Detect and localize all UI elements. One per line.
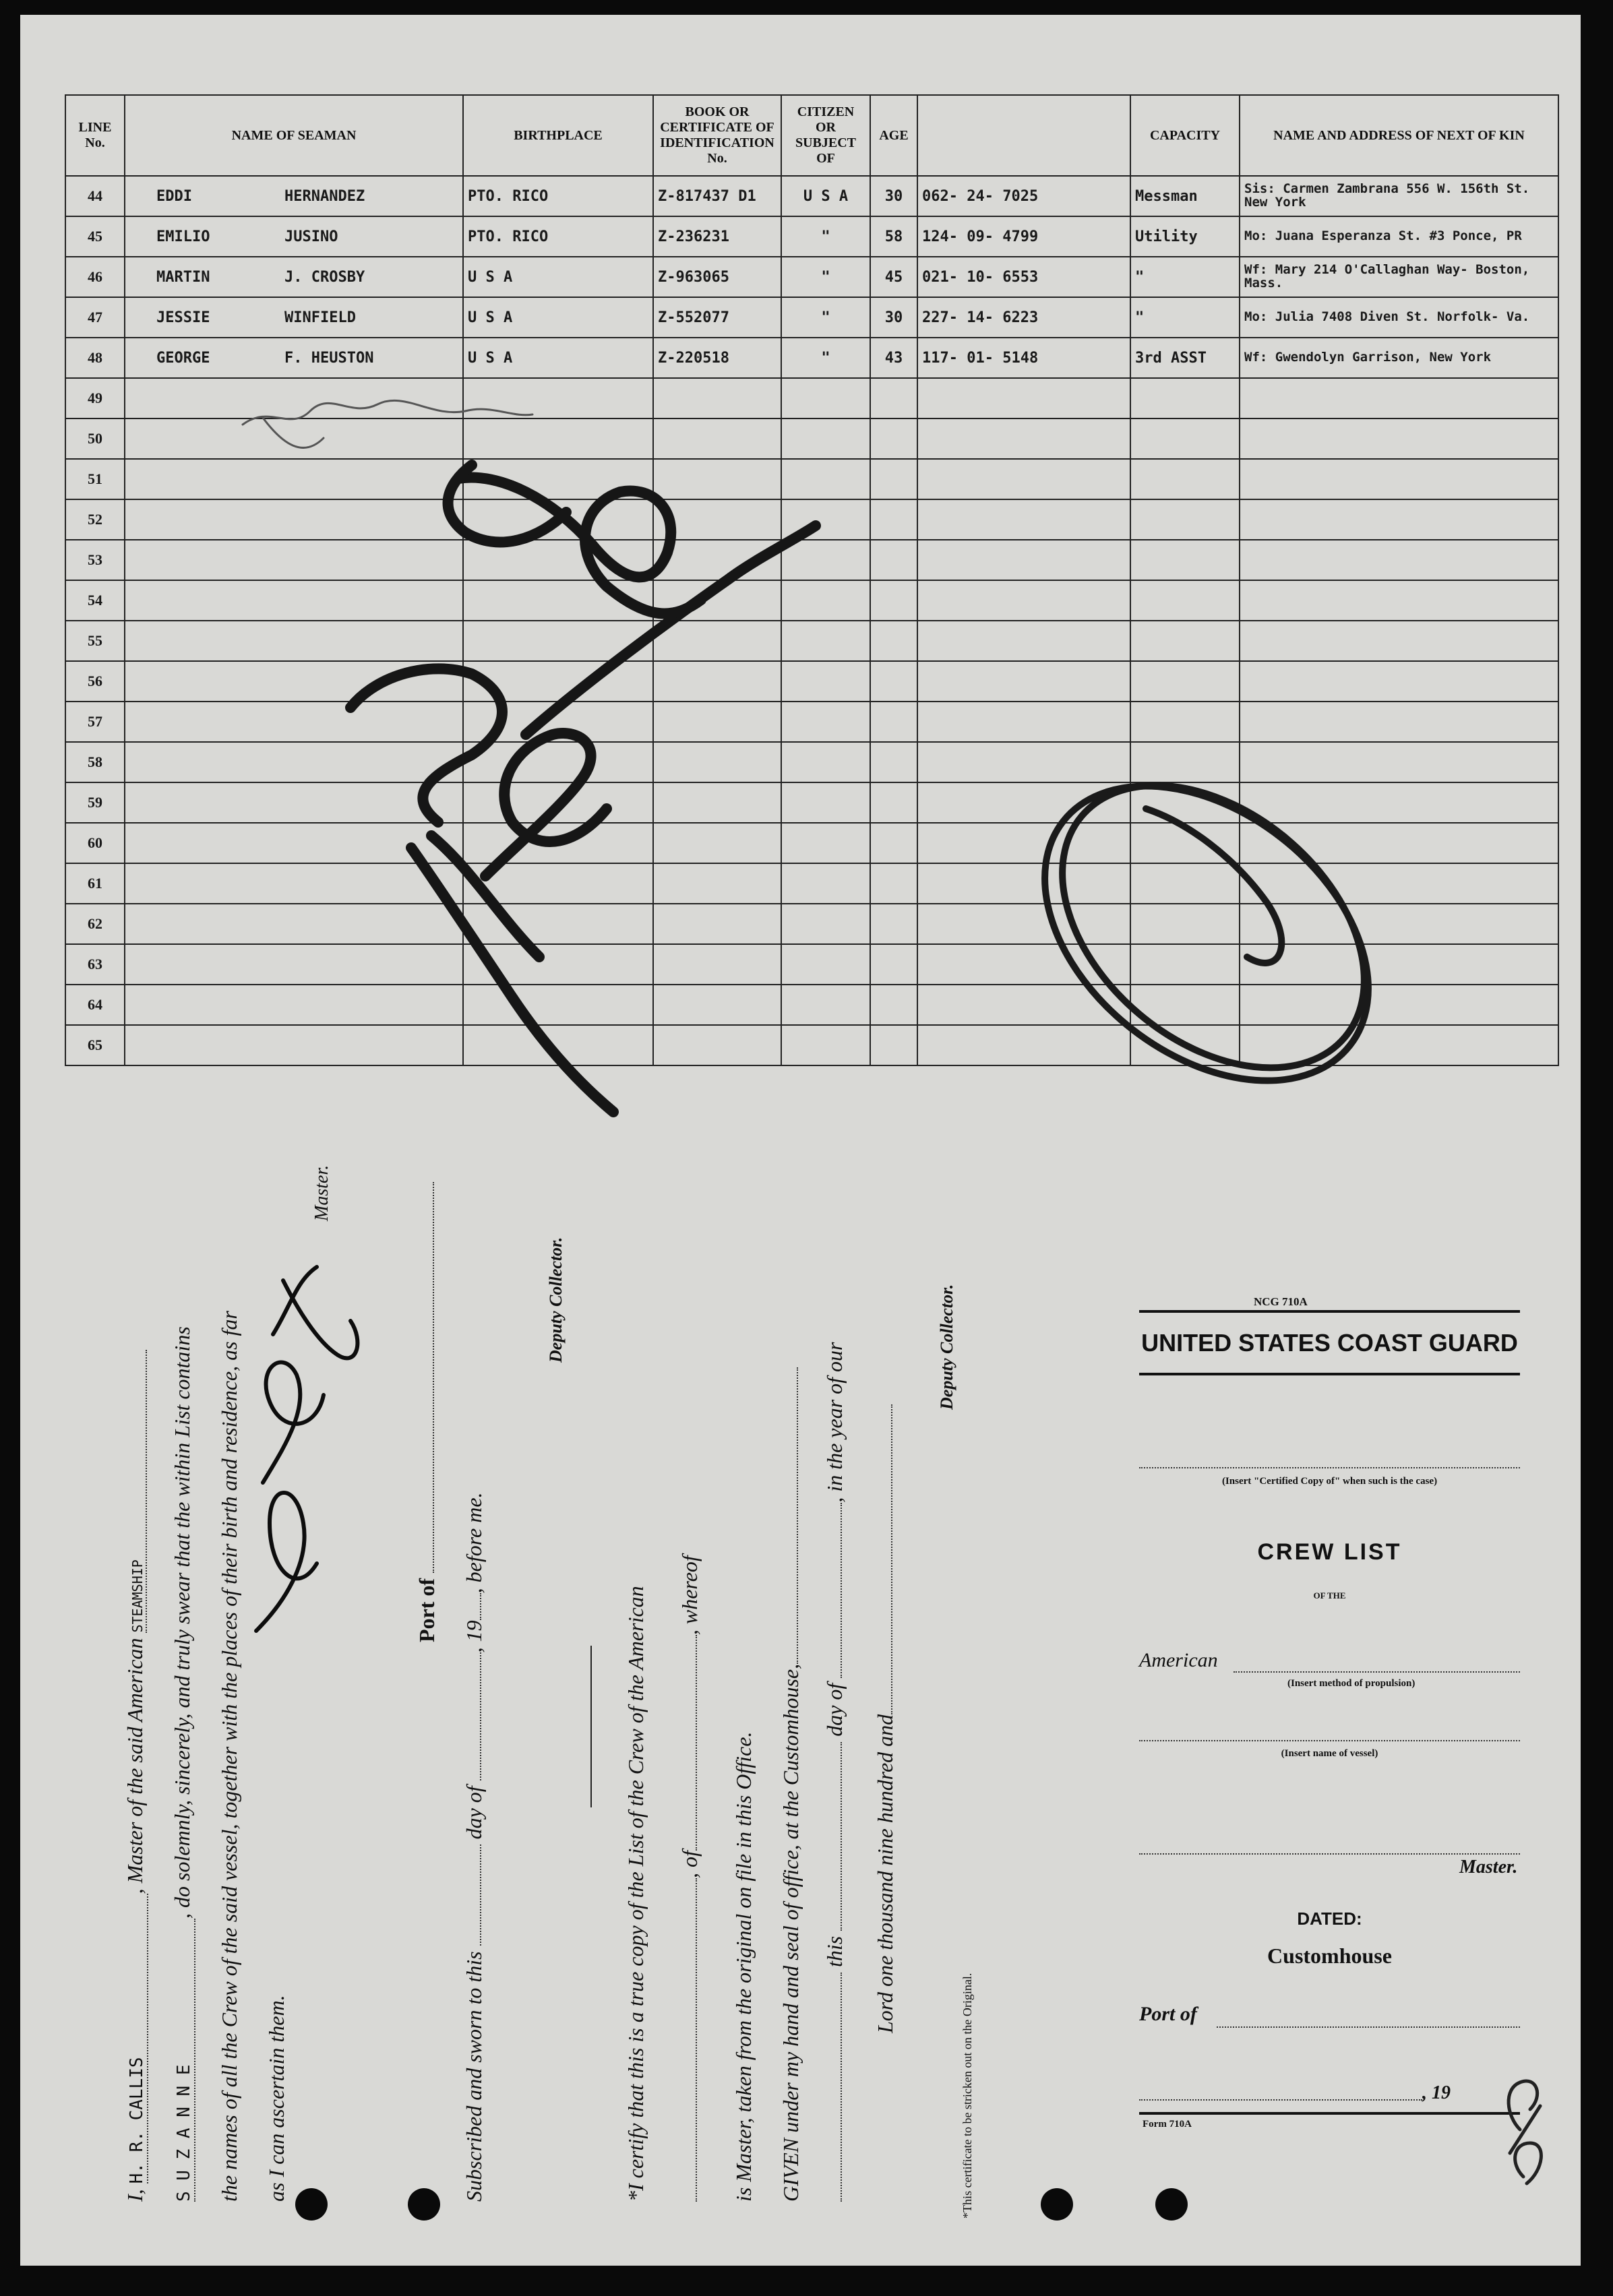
insert-propulsion-note: (Insert method of propulsion) (1287, 1678, 1416, 1689)
next-of-kin-header: NAME AND ADDRESS OF NEXT OF KIN (1240, 95, 1558, 176)
birthplace-header: BIRTHPLACE (463, 95, 653, 176)
last-name: F. HEUSTON (284, 349, 374, 367)
first-name: EDDI (156, 187, 192, 205)
capacity-cell: Utility (1130, 216, 1240, 257)
line-number-cell: 45 (65, 216, 125, 257)
line-number-cell: 62 (65, 904, 125, 944)
american-label: American (1139, 1649, 1218, 1671)
line-number-cell: 64 (65, 985, 125, 1025)
age-cell: 58 (870, 216, 917, 257)
citizenship-cell: " (781, 297, 870, 338)
pencil-scrawl-1028 (351, 465, 816, 1112)
next-of-kin-cell: Wf: Gwendolyn Garrison, New York (1240, 338, 1558, 378)
certificate-number-cell: Z-236231 (653, 216, 781, 257)
oath-line-3: the names of all the Crew of the said vessel, together with the places of their birth and residence, as far (217, 1311, 241, 2202)
line-number-cell: 59 (65, 782, 125, 823)
line-number-cell: 52 (65, 499, 125, 540)
seaman-name-header: NAME OF SEAMAN (125, 95, 463, 176)
certificate-number-cell: Z-552077 (653, 297, 781, 338)
first-name: JESSIE (156, 309, 210, 326)
certify-line-4: GIVEN under my hand and seal of office, at the Customhouse, (779, 1367, 803, 2202)
ssn-cell: 227- 14- 6223 (917, 297, 1130, 338)
age-cell: 30 (870, 176, 917, 216)
last-name: HERNANDEZ (284, 187, 365, 205)
port-of-label: Port of (415, 1182, 439, 1642)
certify-line-6: Lord one thousand nine hundred and (873, 1404, 898, 2033)
age-cell: 30 (870, 297, 917, 338)
dated-label: DATED: (1297, 1909, 1362, 1929)
first-name: MARTIN (156, 268, 210, 286)
oath-line-2: S U Z A N N E, do solemnly, sincerely, and truly swear that the within List contains (170, 1326, 194, 2202)
customhouse-label: Customhouse (1267, 1944, 1392, 1968)
master-signature-label: Master. (311, 1165, 332, 1221)
birthplace-cell: PTO. RICO (463, 176, 653, 216)
line-number-cell: 44 (65, 176, 125, 216)
age-cell: 43 (870, 338, 917, 378)
certificate-header: BOOK OR CERTIFICATE OF IDENTIFICATION No. (653, 95, 781, 176)
cover-port-of-label: Port of (1139, 2003, 1197, 2025)
form-code: NCG 710A (1254, 1295, 1308, 1308)
birthplace-cell: U S A (463, 297, 653, 338)
margin-handwriting (1509, 2081, 1541, 2183)
citizenship-cell: U S A (781, 176, 870, 216)
of-the-label: OF THE (1313, 1590, 1346, 1601)
capacity-cell: 3rd ASST (1130, 338, 1240, 378)
citizen-header: CITIZEN OR SUBJECT OF (781, 95, 870, 176)
faint-pencil-note (243, 400, 532, 447)
line-number-cell: 47 (65, 297, 125, 338)
crew-list-title: CREW LIST (1257, 1539, 1402, 1565)
capacity-header: CAPACITY (1130, 95, 1240, 176)
certify-line-2: , of, whereof (677, 1555, 702, 2202)
line-no-header: LINE No. (65, 95, 125, 176)
form-number: Form 710A (1143, 2119, 1192, 2130)
master-signature (256, 1267, 357, 1631)
first-name: EMILIO (156, 228, 210, 245)
line-number-cell: 61 (65, 863, 125, 904)
oath-line-1: I, H. R. CALLIS, Master of the said American STEAMSHIP (123, 1350, 148, 2202)
line-number-cell: 63 (65, 944, 125, 985)
certify-line-5: this day of , in the year of our (822, 1342, 847, 2202)
insert-certified-note: (Insert "Certified Copy of" when such is the case) (1221, 1476, 1438, 1487)
master-name-field: H. R. CALLIS (127, 1894, 148, 2183)
citizenship-cell: " (781, 257, 870, 297)
vessel-name-field: S U Z A N N E (174, 1919, 195, 2202)
certificate-number-cell: Z-817437 D1 (653, 176, 781, 216)
citizenship-cell: " (781, 216, 870, 257)
cover-year-label: , 19 (1422, 2082, 1451, 2103)
line-number-cell: 46 (65, 257, 125, 297)
oath-line-4: as I can ascertain them. (264, 1995, 288, 2202)
line-number-cell: 57 (65, 702, 125, 742)
last-name: JUSINO (284, 228, 338, 245)
capacity-cell: " (1130, 297, 1240, 338)
line-number-cell: 65 (65, 1025, 125, 1065)
line-number-cell: 50 (65, 418, 125, 459)
ssn-cell: 117- 01- 5148 (917, 338, 1130, 378)
next-of-kin-cell: Sis: Carmen Zambrana 556 W. 156th St. New York (1240, 176, 1558, 216)
line-number-cell: 56 (65, 661, 125, 702)
next-of-kin-cell: Mo: Julia 7408 Diven St. Norfolk- Va. (1240, 297, 1558, 338)
last-name: J. CROSBY (284, 268, 365, 286)
certify-line-1: *I certify that this is a true copy of the List of the Crew of the American (623, 1586, 648, 2202)
line-number-cell: 60 (65, 823, 125, 863)
certify-footnote: *This certificate to be stricken out on the Original. (961, 1973, 974, 2219)
ssn-cell: 062- 24- 7025 (917, 176, 1130, 216)
ssn-cell: 021- 10- 6553 (917, 257, 1130, 297)
ssn-cell: 124- 09- 4799 (917, 216, 1130, 257)
line-number-cell: 58 (65, 742, 125, 782)
certificate-number-cell: Z-220518 (653, 338, 781, 378)
next-of-kin-cell: Wf: Mary 214 O'Callaghan Way- Boston, Mass. (1240, 257, 1558, 297)
oath-deputy-collector: Deputy Collector. (546, 1237, 566, 1363)
citizenship-cell: " (781, 338, 870, 378)
first-name: GEORGE (156, 349, 210, 367)
age-header: AGE (870, 95, 917, 176)
certificate-number-cell: Z-963065 (653, 257, 781, 297)
vessel-type-field: STEAMSHIP (129, 1350, 147, 1633)
birthplace-cell: U S A (463, 257, 653, 297)
line-number-cell: 49 (65, 378, 125, 418)
next-of-kin-cell: Mo: Juana Esperanza St. #3 Ponce, PR (1240, 216, 1558, 257)
line-number-cell: 55 (65, 621, 125, 661)
pencil-oval (988, 726, 1424, 1141)
birthplace-cell: PTO. RICO (463, 216, 653, 257)
certify-deputy-collector: Deputy Collector. (937, 1284, 956, 1410)
line-number-cell: 53 (65, 540, 125, 580)
cover-master-label: Master. (1459, 1857, 1518, 1878)
subscribed-line: Subscribed and sworn to this day of , 19, before me. (462, 1492, 486, 2202)
line-number-cell: 54 (65, 580, 125, 621)
line-number-cell: 48 (65, 338, 125, 378)
birthplace-cell: U S A (463, 338, 653, 378)
capacity-cell: " (1130, 257, 1240, 297)
age-cell: 45 (870, 257, 917, 297)
insert-vessel-note: (Insert name of vessel) (1281, 1748, 1378, 1759)
line-number-cell: 51 (65, 459, 125, 499)
agency-title: UNITED STATES COAST GUARD (1141, 1329, 1518, 1357)
capacity-cell: Messman (1130, 176, 1240, 216)
certify-line-3: is Master, taken from the original on file in this Office. (731, 1731, 756, 2202)
last-name: WINFIELD (284, 309, 356, 326)
